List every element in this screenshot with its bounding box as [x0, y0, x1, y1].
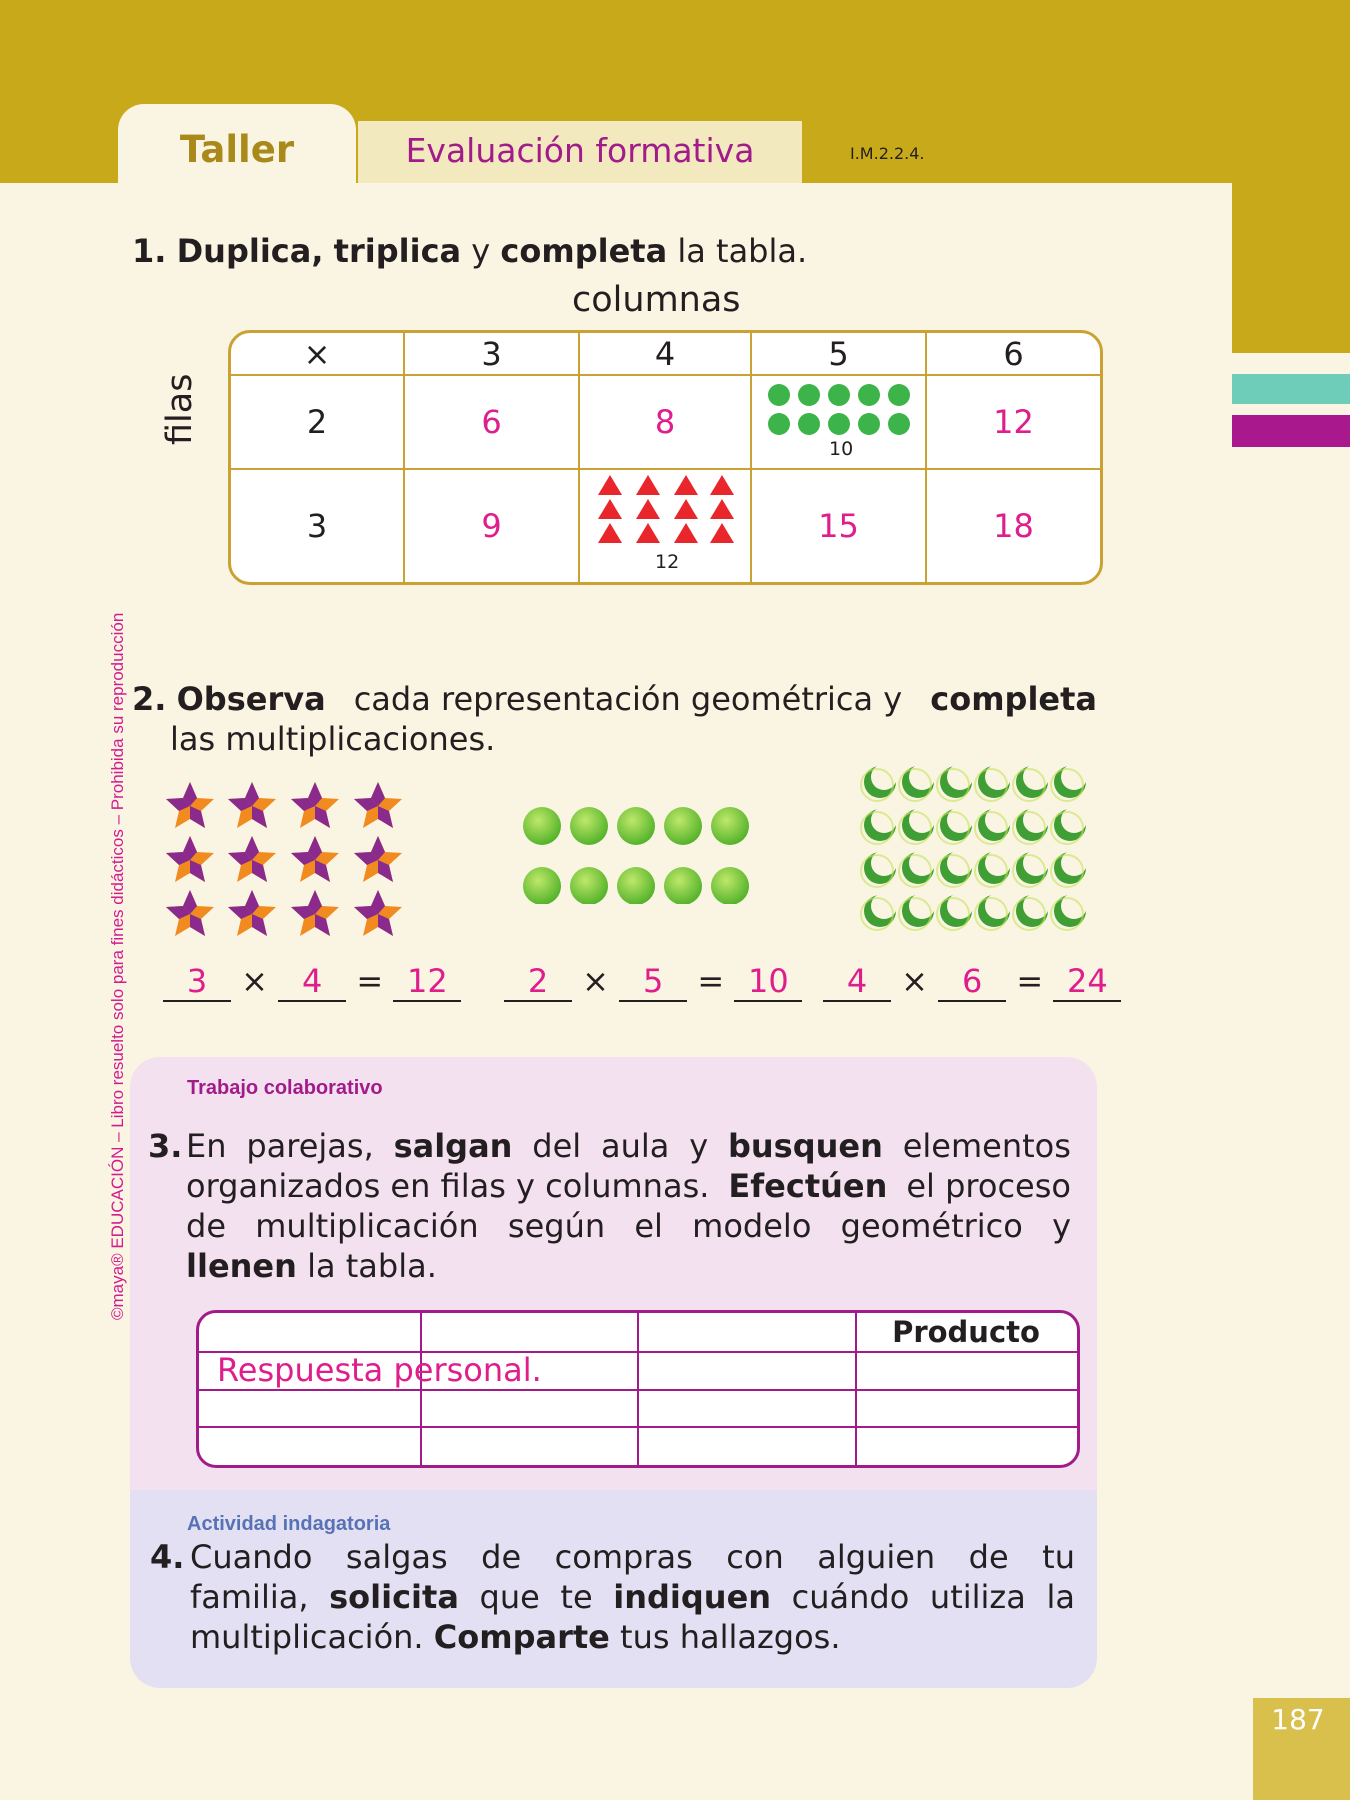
verb: Efectúen: [728, 1167, 888, 1205]
question-3: [148, 1126, 1078, 1286]
question-number: 4.: [150, 1538, 185, 1576]
word: geométrico: [840, 1207, 1023, 1245]
answer-blank[interactable]: 10: [734, 962, 802, 1002]
word: modelo: [692, 1207, 812, 1245]
stars-figure: [160, 780, 410, 940]
question-number: 1.: [132, 232, 167, 270]
word: alguien: [817, 1538, 936, 1576]
indicator-code: I.M.2.2.4.: [850, 144, 925, 163]
collaborative-title: Trabajo colaborativo: [187, 1077, 383, 1099]
verb: salgan: [393, 1127, 513, 1165]
answer-blank[interactable]: 4: [823, 962, 891, 1002]
inquiry-title: Actividad indagatoria: [187, 1513, 391, 1535]
multiplication-table: [228, 330, 1103, 585]
question-4: [150, 1537, 1080, 1657]
answer-blank[interactable]: 5: [619, 962, 687, 1002]
crescents-figure: [860, 762, 1100, 937]
equation-1: [163, 962, 461, 1002]
text: el proceso: [906, 1167, 1071, 1205]
table-divider: [199, 1426, 1077, 1428]
text-line: [186, 1166, 1071, 1206]
answer-cell: 6: [481, 403, 502, 441]
teal-strip: [1232, 374, 1350, 404]
triangles-count: 12: [655, 551, 680, 573]
row-factor-cell: 2: [306, 403, 328, 441]
word: aula: [601, 1127, 670, 1165]
verb: Duplica,: [176, 232, 324, 270]
answer-cell: 9: [481, 507, 502, 545]
verb: solicita: [329, 1578, 459, 1616]
right-color-band: [1232, 183, 1350, 353]
text: la tabla.: [307, 1247, 437, 1285]
verb: triplica: [333, 232, 462, 270]
product-table: [196, 1310, 1080, 1468]
verb: Comparte: [433, 1618, 610, 1656]
equals-symbol: =: [697, 962, 725, 1000]
equals-symbol: =: [356, 962, 384, 1000]
times-symbol: ×: [241, 962, 268, 1000]
word: Cuando: [190, 1538, 313, 1576]
table-divider: [199, 1389, 1077, 1391]
table-header-cell: ×: [303, 334, 331, 373]
dots-count: 10: [829, 438, 854, 460]
word: el: [634, 1207, 663, 1245]
answer-blank[interactable]: 2: [504, 962, 572, 1002]
answer-cell: 12: [993, 403, 1034, 441]
copyright-notice: ©maya® EDUCACIÓN – Libro resuelto solo para fines didácticos – Prohibida su reproducción: [108, 612, 127, 1320]
question-number: 3.: [148, 1127, 183, 1165]
text: la tabla.: [677, 232, 808, 270]
text-line: [190, 1577, 1075, 1617]
verb: completa: [500, 232, 668, 270]
rows-label: filas: [160, 373, 200, 445]
columns-label: columnas: [572, 280, 741, 320]
dots-cell: [752, 376, 925, 468]
equation-2: [504, 962, 802, 1002]
word: de: [186, 1207, 226, 1245]
word: parejas,: [246, 1127, 374, 1165]
question-number: 2.: [132, 680, 167, 718]
verb: completa: [930, 680, 1097, 718]
text-line: [190, 1537, 1075, 1577]
text-line: [186, 1206, 1071, 1246]
word: cuándo: [791, 1578, 910, 1616]
question-2-line2: las multiplicaciones.: [170, 720, 496, 758]
answer-blank[interactable]: 24: [1053, 962, 1121, 1002]
answer-blank[interactable]: 4: [278, 962, 346, 1002]
word: compras: [554, 1538, 693, 1576]
answer-blank[interactable]: 3: [163, 962, 231, 1002]
times-symbol: ×: [901, 962, 928, 1000]
table-header-cell: 3: [481, 334, 502, 373]
word: de: [968, 1538, 1009, 1576]
green-circles-figure: [520, 804, 760, 904]
word: del: [532, 1127, 582, 1165]
question-1: [132, 231, 807, 271]
answer-blank[interactable]: 12: [393, 962, 461, 1002]
personal-answer[interactable]: Respuesta personal.: [217, 1351, 542, 1389]
row-factor-cell: 3: [306, 507, 328, 545]
word: tu: [1042, 1538, 1075, 1576]
answer-cell: 8: [654, 403, 676, 441]
verb: llenen: [186, 1247, 297, 1285]
product-header: Producto: [892, 1315, 1040, 1349]
equals-symbol: =: [1016, 962, 1044, 1000]
times-symbol: ×: [582, 962, 609, 1000]
word: y: [689, 1127, 709, 1165]
word: utiliza: [929, 1578, 1026, 1616]
table-header-cell: 6: [1003, 334, 1024, 373]
table-header-cell: 5: [828, 334, 849, 373]
word: y: [1052, 1207, 1071, 1245]
text: y: [471, 232, 491, 270]
word: te: [560, 1578, 593, 1616]
answer-blank[interactable]: 6: [938, 962, 1006, 1002]
word: según: [507, 1207, 606, 1245]
verb: Observa: [176, 680, 326, 718]
word: En: [186, 1127, 227, 1165]
answer-cell: 18: [993, 507, 1034, 545]
answer-cell: 15: [818, 507, 859, 545]
text-line: [190, 1617, 1075, 1657]
word: con: [726, 1538, 784, 1576]
tab-taller-label: Taller: [179, 128, 295, 171]
verb: indiquen: [613, 1578, 772, 1616]
text: organizados en filas y columnas.: [186, 1167, 710, 1205]
verb: busquen: [727, 1127, 883, 1165]
table-header-cell: 4: [654, 334, 676, 373]
text: cada representación geométrica y: [353, 680, 903, 718]
text-line: [186, 1126, 1071, 1166]
text: multiplicación.: [190, 1618, 424, 1656]
word: salgas: [345, 1538, 448, 1576]
text-line: [186, 1246, 1071, 1286]
word: elementos: [902, 1127, 1071, 1165]
text: tus hallazgos.: [620, 1618, 841, 1656]
word: familia,: [190, 1578, 309, 1616]
question-2: [132, 679, 1097, 719]
magenta-strip: [1232, 415, 1350, 447]
equation-3: [823, 962, 1121, 1002]
word: la: [1046, 1578, 1075, 1616]
tab-evaluation-label: Evaluación formativa: [405, 131, 755, 170]
page-number: 187: [1271, 1703, 1325, 1736]
word: que: [479, 1578, 540, 1616]
word: de: [481, 1538, 522, 1576]
word: multiplicación: [255, 1207, 479, 1245]
triangles-cell: [580, 470, 750, 582]
